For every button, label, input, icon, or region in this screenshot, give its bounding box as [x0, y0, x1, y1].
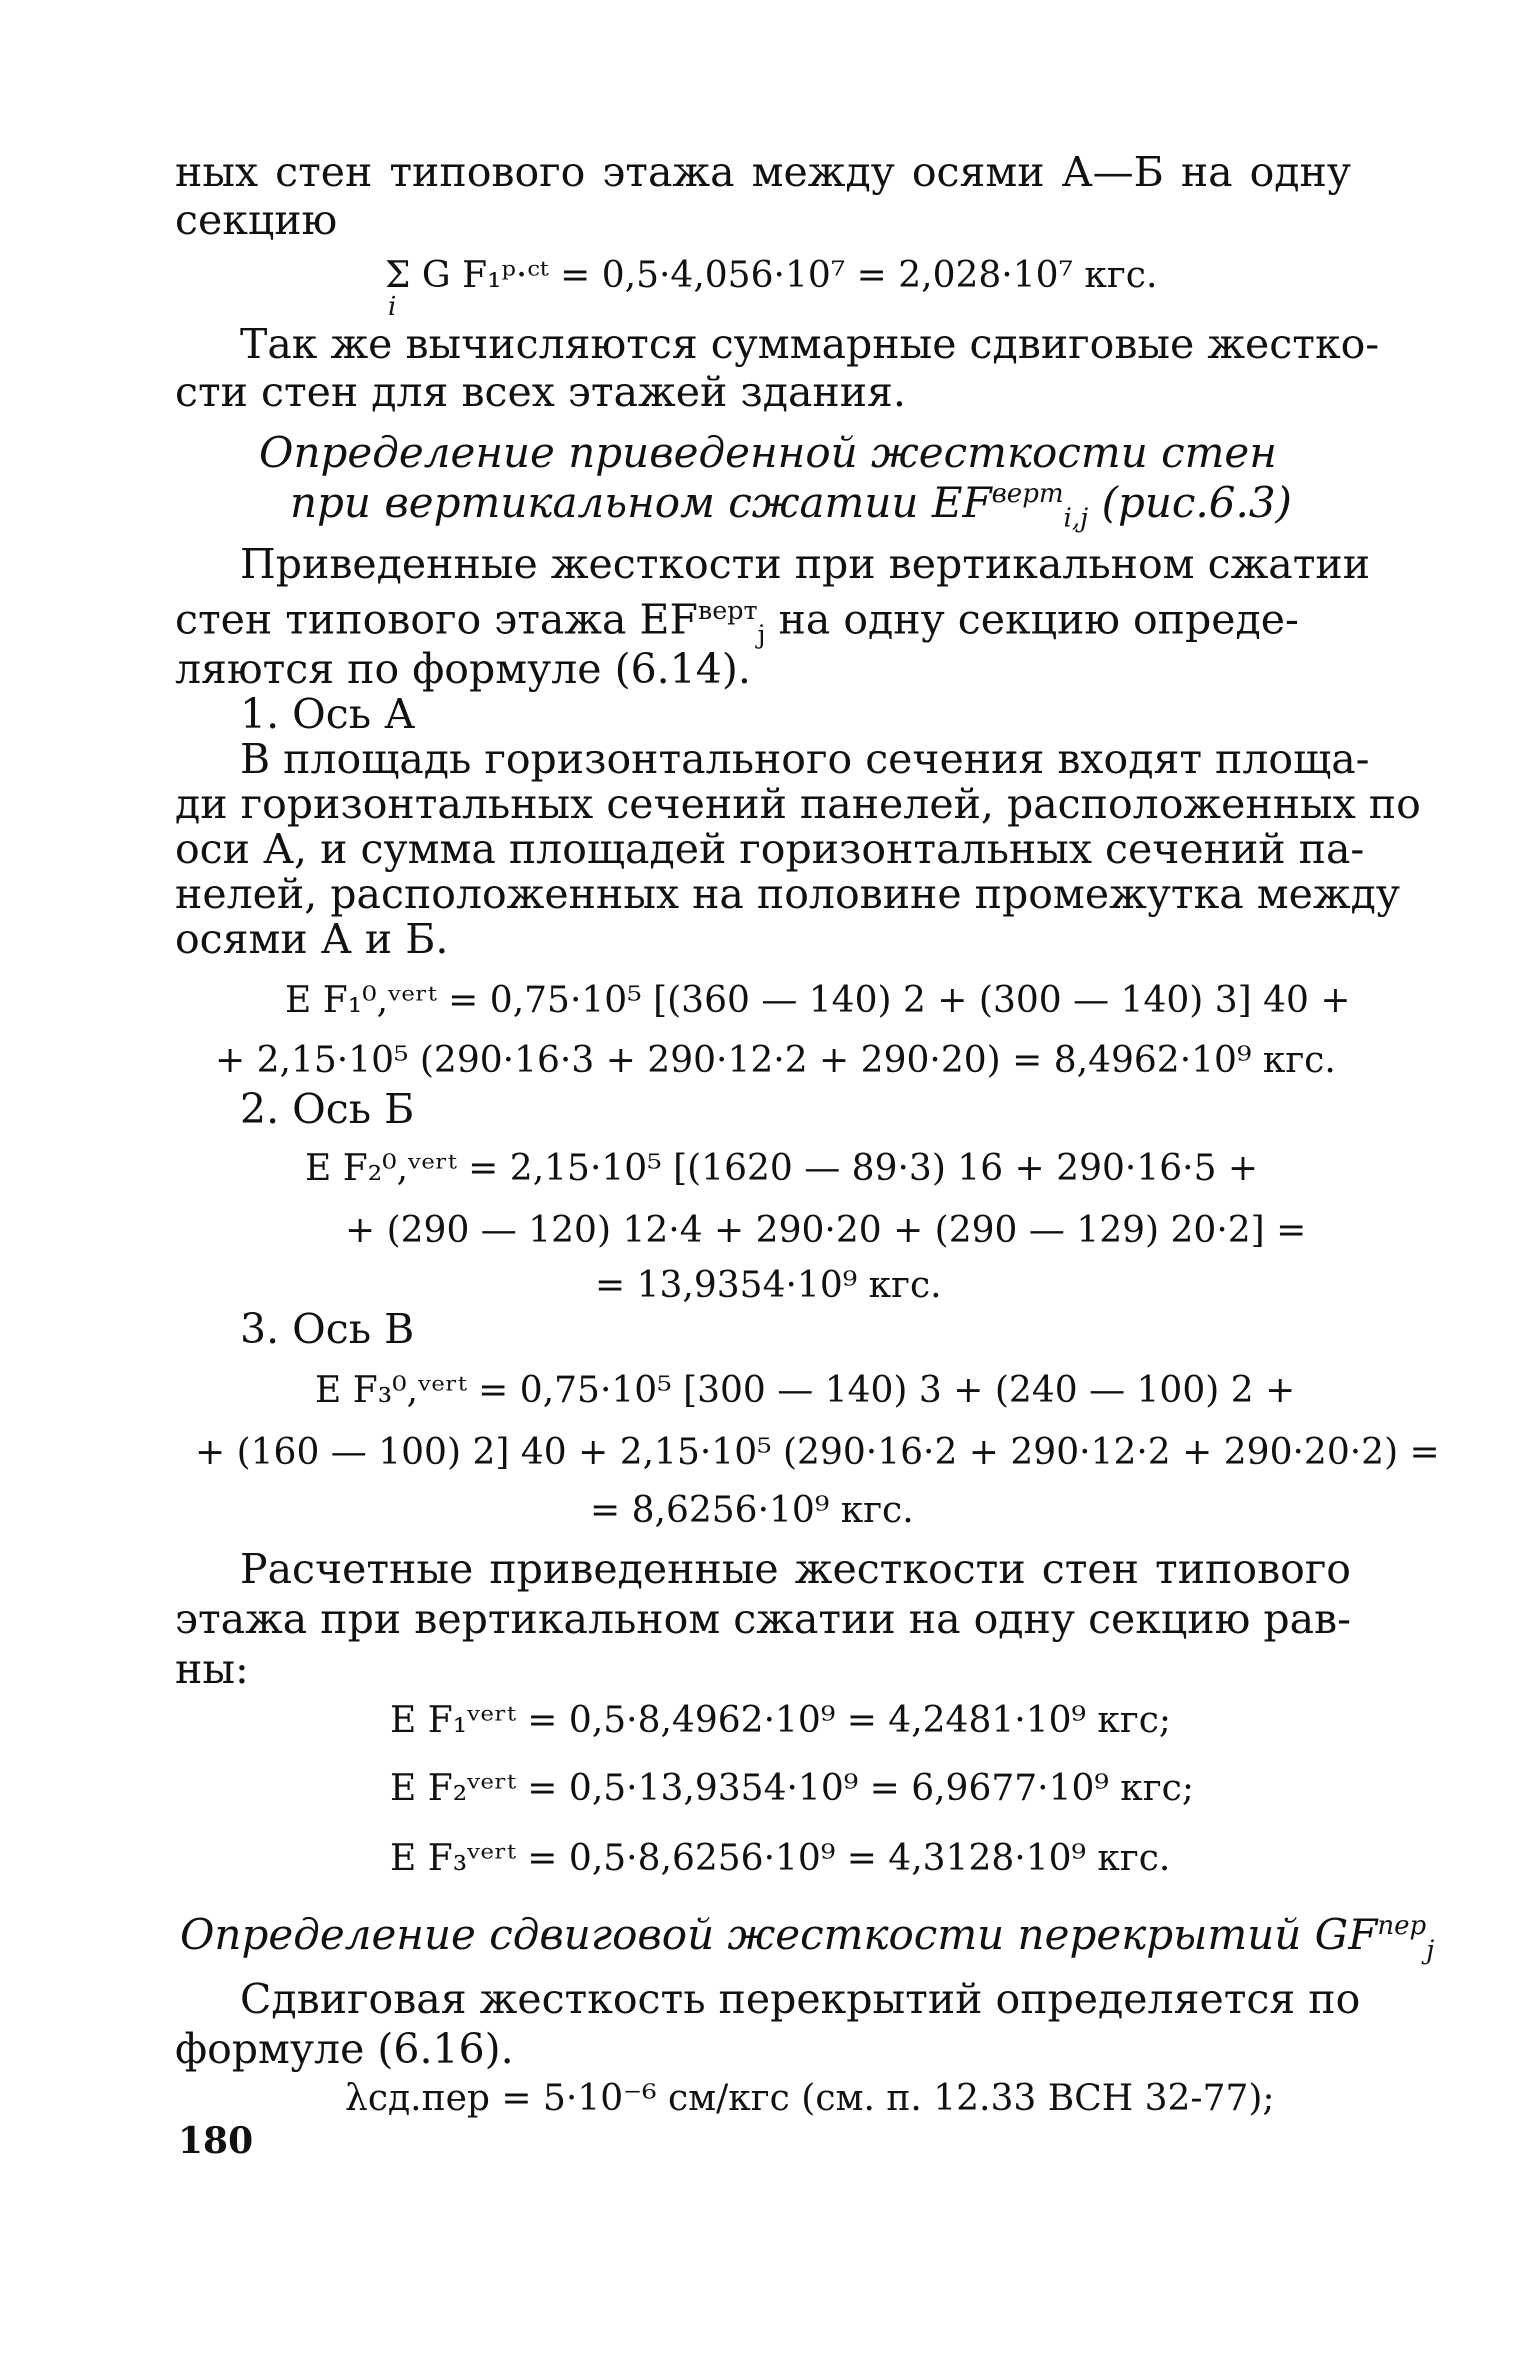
text-line: Расчетные приведенные жесткости стен типового [240, 1545, 1351, 1593]
text-line: В площадь горизонтального сечения входят площа- [240, 735, 1370, 783]
formula-ef1-a: E F₁⁰,ᵛᵉʳᵗ = 0,75·10⁵ [(360 — 140) 2 + (300 — 140) 3] 40 + [285, 980, 1351, 1021]
formula-ef3-c: = 8,6256·10⁹ кгс. [590, 1490, 914, 1531]
section-heading: Определение приведенной жесткости стен [259, 428, 1277, 477]
text-line: ны: [175, 1645, 249, 1693]
formula-ef1-b: + 2,15·10⁵ (290·16·3 + 290·12·2 + 290·20) = 8,4962·10⁹ кгс. [215, 1040, 1336, 1081]
text-line: оси А, и сумма площадей горизонтальных сечений па- [175, 825, 1365, 873]
formula-lambda: λсд.пер = 5·10⁻⁶ см/кгс (см. п. 12.33 ВСН 32-77); [345, 2078, 1275, 2119]
text-line: ляются по формуле (6.14). [175, 645, 751, 693]
result-ef2: E F₂ᵛᵉʳᵗ = 0,5·13,9354·10⁹ = 6,9677·10⁹ кгс; [390, 1768, 1194, 1809]
section-heading-shear: Определение сдвиговой жесткости перекрытий $GF^{пер}_j$ [180, 1910, 1435, 1966]
formula-ef2-b: + (290 — 120) 12·4 + 290·20 + (290 — 129) 20·2] = [345, 1210, 1307, 1251]
text-line: Приведенные жесткости при вертикальном сжатии [240, 540, 1371, 588]
text-line: ди горизонтальных сечений панелей, расположенных по [175, 780, 1421, 828]
result-ef1: E F₁ᵛᵉʳᵗ = 0,5·8,4962·10⁹ = 4,2481·10⁹ кгс; [390, 1700, 1172, 1741]
text-line: этажа при вертикальном сжатии на одну секцию рав- [175, 1595, 1351, 1643]
formula-ef3-b: + (160 — 100) 2] 40 + 2,15·10⁵ (290·16·2 + 290·12·2 + 290·20·2) = [195, 1432, 1440, 1473]
text-line: сти стен для всех этажей здания. [175, 368, 906, 416]
text-line: формуле (6.16). [175, 2025, 514, 2073]
text-line: Так же вычисляются суммарные сдвиговые жестко- [240, 320, 1380, 368]
result-ef3: E F₃ᵛᵉʳᵗ = 0,5·8,6256·10⁹ = 4,3128·10⁹ кгс. [390, 1838, 1171, 1879]
text-line: ных стен типового этажа между осями А—Б на одну [175, 148, 1351, 196]
formula-ef2-c: = 13,9354·10⁹ кгс. [595, 1265, 942, 1306]
formula-ef3-a: E F₃⁰,ᵛᵉʳᵗ = 0,75·10⁵ [300 — 140) 3 + (240 — 100) 2 + [315, 1370, 1296, 1411]
formula-shear-sum: Σ G F₁ᵖ·ᶜᵗ = 0,5·4,056·10⁷ = 2,028·10⁷ кгс. [385, 255, 1158, 296]
formula-ef2-a: E F₂⁰,ᵛᵉʳᵗ = 2,15·10⁵ [(1620 — 89·3) 16 + 290·16·5 + [305, 1148, 1259, 1189]
axis-heading-2: 2. Ось Б [240, 1085, 415, 1133]
page-number: 180 [178, 2120, 254, 2162]
axis-heading-3: 3. Ось В [240, 1305, 415, 1353]
text-line: стен типового этажа $EF^{верт}_j$ на одну секцию опреде- [175, 595, 1299, 649]
text-line: нелей, расположенных на половине промежутка между [175, 870, 1400, 918]
formula-subscript: i [388, 292, 397, 322]
text-line: Сдвиговая жесткость перекрытий определяется по [240, 1975, 1361, 2023]
text-line: секцию [175, 196, 338, 244]
text-line: осями А и Б. [175, 915, 449, 963]
section-heading-line2: при вертикальном сжатии $EF^{верт}_{i,j}$ (рис.6.3) [290, 478, 1292, 534]
axis-heading-1: 1. Ось А [240, 690, 416, 738]
